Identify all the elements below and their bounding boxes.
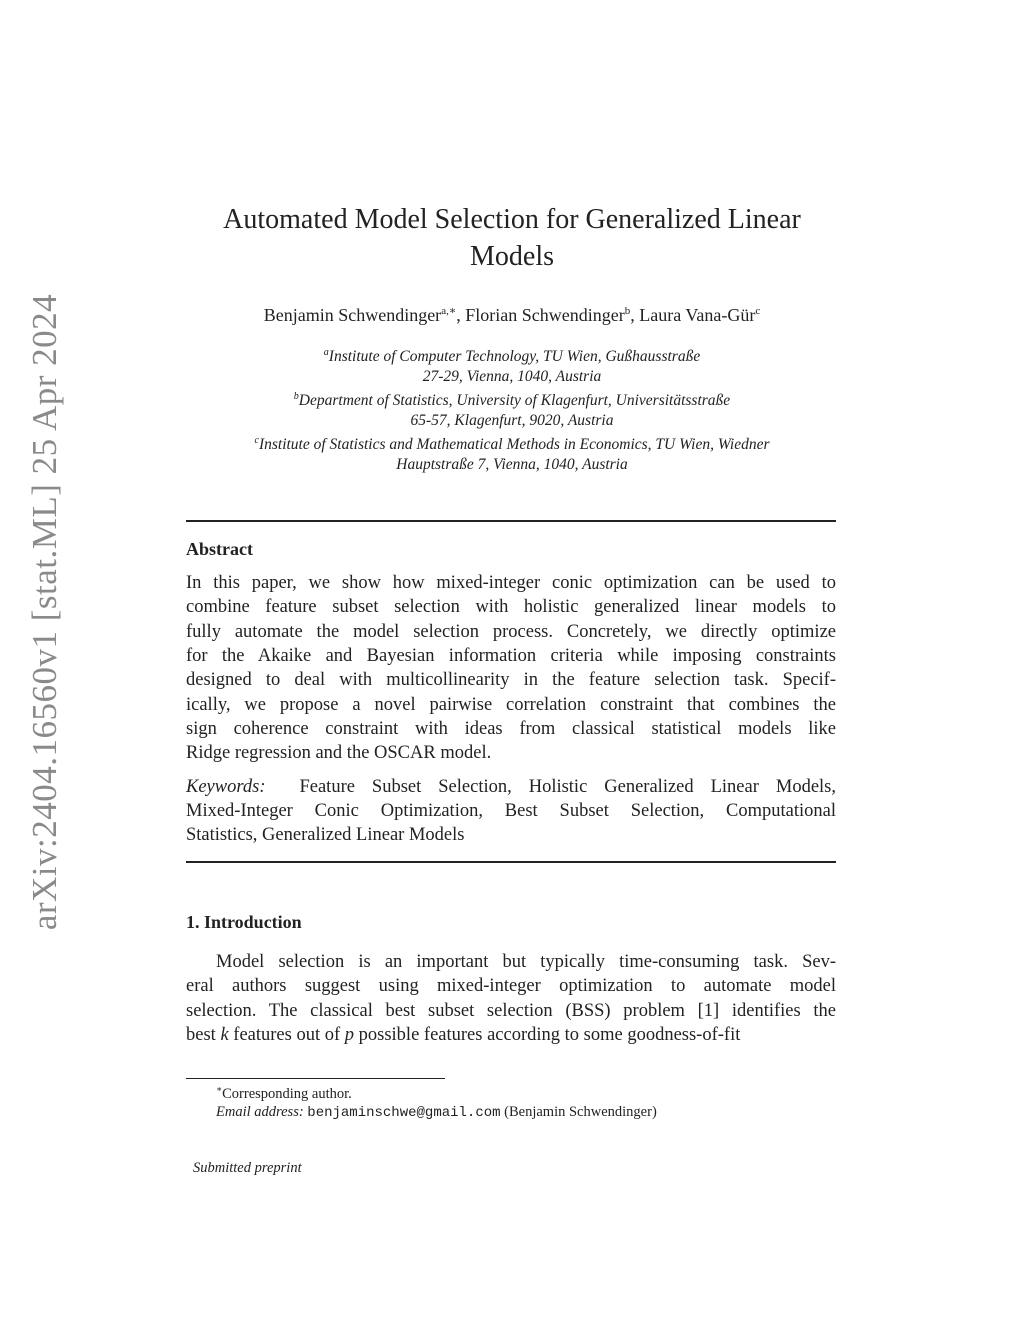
text-line: designed to deal with multicollinearity in the feature selection task. Specif- [186, 670, 836, 691]
author-name: Benjamin Schwendinger [263, 305, 442, 325]
footnote-email [216, 1104, 657, 1121]
affiliation-line [0, 455, 1024, 475]
affiliation-line [0, 411, 1024, 431]
footnote-mark: ∗ [216, 1084, 223, 1094]
author-name: Laura Vana-Gür [639, 305, 756, 325]
arxiv-identifier-stamp: arXiv:2404.16560v1 [stat.ML] 25 Apr 2024 [25, 293, 64, 931]
footnote-corresponding [216, 1084, 352, 1103]
email-label: Email address: [216, 1104, 304, 1120]
text-line: fully automate the model selection process. Concretely, we directly optimize [186, 621, 836, 642]
affiliation-line [0, 431, 1024, 455]
affiliations [0, 343, 1024, 475]
abstract-heading: Abstract [186, 539, 253, 559]
top-divider [186, 520, 836, 522]
footnote-rule [186, 1078, 445, 1079]
affiliation-text: Hauptstraße 7, Vienna, 1040, Austria [396, 456, 628, 474]
keywords-line [186, 775, 836, 799]
text-line: Ridge regression and the OSCAR model. [186, 743, 492, 764]
submitted-preprint-footer: Submitted preprint [193, 1160, 302, 1176]
author-list: Benjamin Schwendinger$^{a,∗}$, Florian Schwendinger$^b$, Laura Vana-Gür$^c$ [263, 305, 761, 325]
affiliation-mark: b [293, 391, 299, 403]
affiliation-text: Institute of Statistics and Mathematical Methods in Economics, TU Wien, Wiedner [258, 436, 770, 454]
text-line: for the Akaike and Bayesian information criteria while imposing constraints [186, 645, 836, 666]
affiliation-mark: a [323, 347, 329, 358]
email-owner: (Benjamin Schwendinger) [504, 1104, 657, 1120]
affiliation-line [0, 343, 1024, 367]
affiliation-mark: c [254, 435, 259, 447]
introduction-heading: 1. Introduction [186, 912, 302, 932]
footnote-text: Corresponding author. [222, 1085, 352, 1102]
affiliation-text: Institute of Computer Technology, TU Wien, Gußhausstraße [328, 348, 701, 366]
affiliation-text: 65-57, Klagenfurt, 9020, Austria [410, 412, 614, 430]
text-line: best k features out of p possible features according to some goodness-of-fit [186, 1024, 741, 1045]
affiliation-text: 27-29, Vienna, 1040, Austria [422, 368, 602, 386]
author-affiliation-mark: b [624, 305, 631, 317]
text-line: selection. The classical best subset selection (BSS) problem [1] identifies the [186, 1000, 836, 1021]
text-line: Model selection is an important but typically time-consuming task. Sev- [216, 952, 836, 972]
keywords-line: Mixed-Integer Conic Optimization, Best Subset Selection, Computational [186, 801, 836, 821]
keywords-line: Statistics, Generalized Linear Models [186, 825, 465, 845]
keywords-text: Feature Subset Selection, Holistic Generalized Linear Models, [299, 777, 837, 797]
paper-title-line-2: Models [470, 241, 554, 272]
author-affiliation-mark: c [755, 305, 761, 317]
text-line: ically, we propose a novel pairwise correlation constraint that combines the [186, 694, 836, 715]
bottom-divider [186, 861, 836, 863]
affiliation-line [0, 367, 1024, 387]
author-affiliation-mark: a,∗ [441, 305, 457, 317]
text-line: eral authors suggest using mixed-integer optimization to automate model [186, 976, 836, 997]
author-name: Florian Schwendinger [465, 305, 625, 325]
paper-title-line-1: Automated Model Selection for Generalized Linear [223, 204, 801, 235]
text-line: sign coherence constraint with ideas from classical statistical models like [186, 718, 836, 739]
keywords-label: Keywords: [186, 777, 266, 797]
text-line: In this paper, we show how mixed-integer conic optimization can be used to [186, 573, 836, 593]
text-line: combine feature subset selection with holistic generalized linear models to [186, 597, 836, 618]
affiliation-text: Department of Statistics, University of Klagenfurt, Universitätsstraße [298, 392, 731, 410]
email-link[interactable]: benjaminschwe@gmail.com [307, 1105, 501, 1121]
affiliation-line [0, 387, 1024, 411]
